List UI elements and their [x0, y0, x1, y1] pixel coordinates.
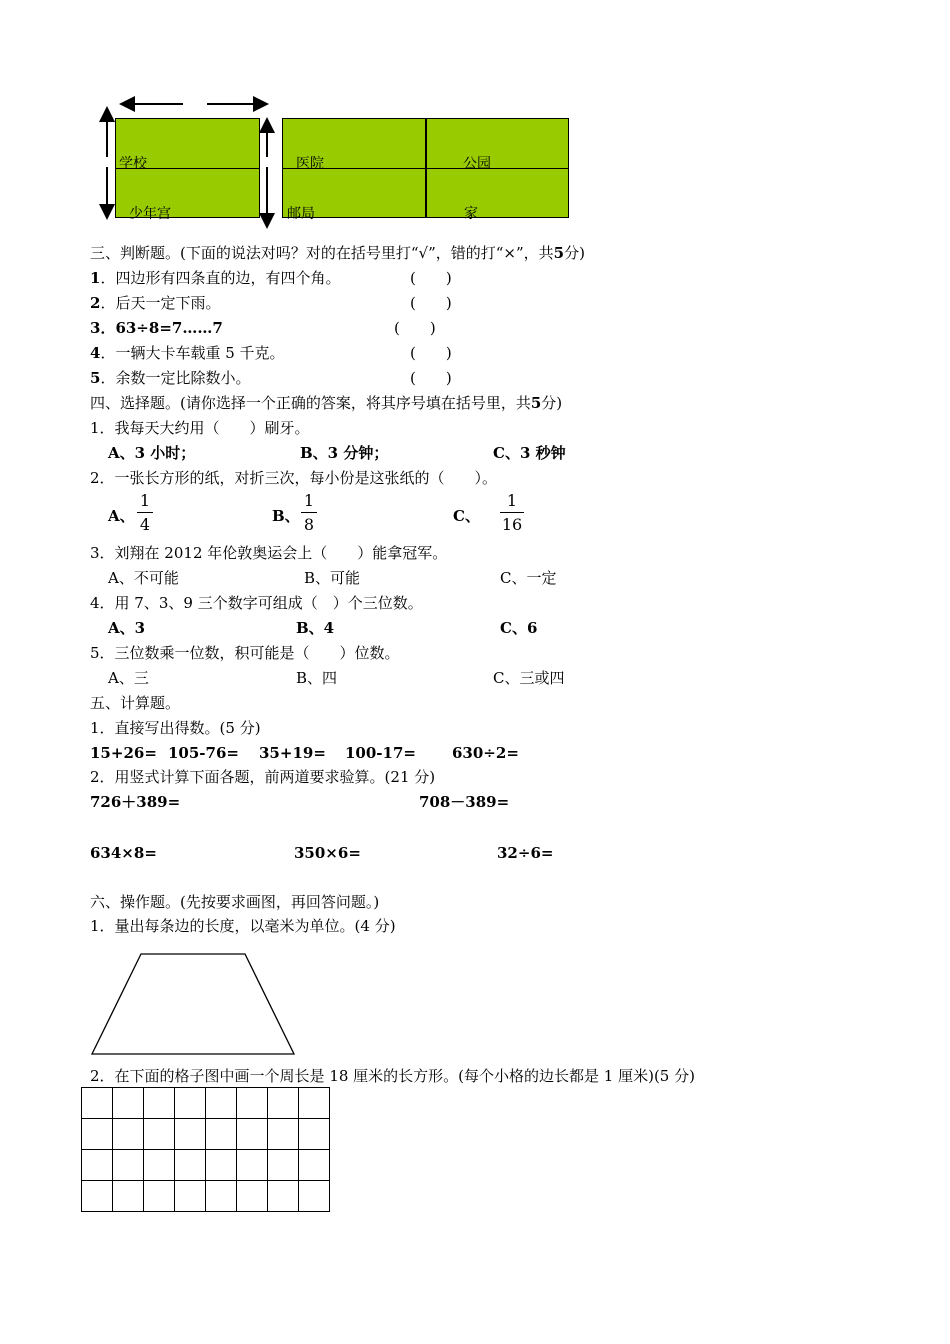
s3-paren-4: ( )	[410, 344, 452, 362]
s5-q2-expr-5: 32÷6=	[497, 844, 554, 862]
s5-expr-5: 630÷2=	[452, 744, 519, 762]
section5-title: 五、计算题。	[90, 694, 181, 712]
s6-q1-stem: 1．量出每条边的长度，以毫米为单位。(4 分)	[90, 917, 396, 935]
s5-q1-stem: 1．直接写出得数。(5 分)	[90, 719, 261, 737]
s4-q5-option-a: A、三	[108, 669, 149, 687]
s4-q4-option-b: B、4	[296, 619, 335, 637]
s4-q4-stem: 4．用 7、3、9 三个数字可组成（ ）个三位数。	[90, 594, 423, 612]
s6-q2-stem: 2．在下面的格子图中画一个周长是 18 厘米的长方形。(每个小格的边长都是 1 厘米)(5 分)	[90, 1067, 695, 1085]
s3-item-1: 1．四边形有四条直的边，有四个角。	[90, 269, 341, 287]
s3-paren-5: ( )	[410, 369, 452, 387]
s4-q1-option-a: A、3 小时；	[108, 444, 196, 462]
s3-paren-1: ( )	[410, 269, 452, 287]
s5-expr-4: 100-17=	[345, 744, 416, 762]
s4-q2-option-a-label: A、	[108, 507, 135, 525]
s5-q2-expr-2: 708－389=	[419, 793, 510, 811]
map-right-block	[282, 118, 569, 218]
s4-q4-option-c: C、6	[500, 619, 538, 637]
s4-q3-option-b: B、可能	[304, 569, 361, 587]
s5-expr-1: 15+26=	[90, 744, 157, 762]
s4-q5-stem: 5．三位数乘一位数，积可能是（ ）位数。	[90, 644, 400, 662]
s5-q2-expr-3: 634×8=	[90, 844, 157, 862]
square-grid[interactable]	[81, 1087, 330, 1212]
s4-q3-option-a: A、不可能	[108, 569, 179, 587]
s4-q5-option-c: C、三或四	[493, 669, 565, 687]
s3-item-5: 5．余数一定比除数小。	[90, 369, 251, 387]
s4-q1-option-b: B、3 分钟；	[300, 444, 389, 462]
s4-q2-option-c-label: C、	[453, 507, 480, 525]
s4-q4-option-a: A、3	[108, 619, 146, 637]
s3-paren-2: ( )	[410, 294, 452, 312]
s5-expr-3: 35+19=	[259, 744, 326, 762]
s4-q1-option-c: C、3 秒钟	[493, 444, 566, 462]
s5-q2-expr-1: 726＋389=	[90, 793, 181, 811]
map-label-hospital: 医院	[296, 156, 324, 172]
s3-item-3: 3．63÷8=7……7	[90, 319, 223, 337]
s5-q2-expr-4: 350×6=	[294, 844, 361, 862]
s3-paren-3: ( )	[394, 319, 436, 337]
s4-q2-fraction-b: 1 8	[301, 491, 317, 534]
s4-q3-stem: 3．刘翔在 2012 年伦敦奥运会上（ ）能拿冠军。	[90, 544, 448, 562]
map-label-youth-palace: 少年宫	[129, 206, 171, 222]
map-label-park: 公园	[463, 156, 491, 172]
s4-q3-option-c: C、一定	[500, 569, 557, 587]
map-label-school: 学校	[119, 156, 147, 172]
s3-item-2: 2．后天一定下雨。	[90, 294, 221, 312]
s5-q2-stem: 2．用竖式计算下面各题，前两道要求验算。(21 分)	[90, 768, 436, 786]
s4-q2-stem: 2．一张长方形的纸，对折三次，每小份是这张纸的（ ）。	[90, 469, 498, 487]
s5-expr-2: 105-76=	[168, 744, 239, 762]
map-label-post-office: 邮局	[287, 206, 315, 222]
s4-q2-option-b-label: B、	[272, 507, 300, 525]
s4-q2-fraction-c: 1 16	[501, 491, 523, 534]
trapezoid-figure	[88, 950, 300, 1060]
trapezoid-shape	[92, 954, 294, 1054]
s3-item-4: 4．一辆大卡车载重 5 千克。	[90, 344, 285, 362]
s4-q5-option-b: B、四	[296, 669, 338, 687]
section6-title: 六、操作题。(先按要求画图，再回答问题。)	[90, 893, 380, 911]
s4-q2-fraction-a: 1 4	[137, 491, 153, 534]
map-label-home: 家	[464, 206, 478, 222]
s4-q1-stem: 1．我每天大约用（ ）刷牙。	[90, 419, 310, 437]
section4-title: 四、选择题。(请你选择一个正确的答案，将其序号填在括号里，共5分)	[90, 394, 563, 412]
section3-title: 三、判断题。(下面的说法对吗？对的在括号里打“√”，错的打“×”，共5分)	[90, 244, 585, 262]
